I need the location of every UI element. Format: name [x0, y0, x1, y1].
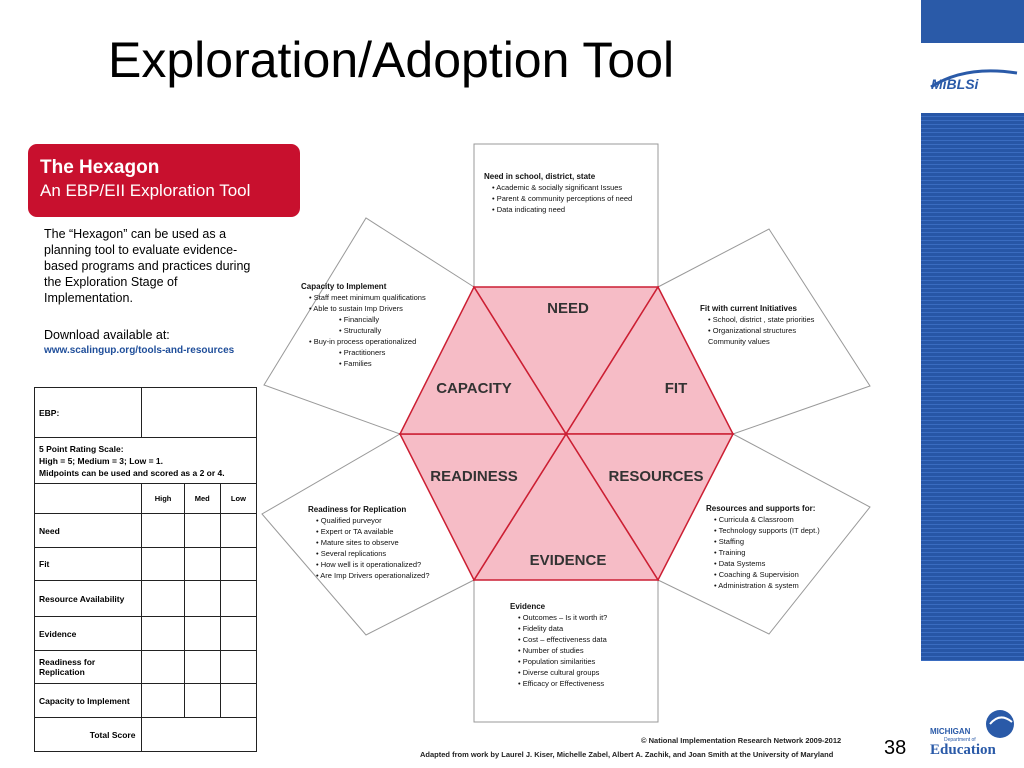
list-item: • School, district , state priorities — [708, 315, 815, 324]
score-cell[interactable] — [184, 514, 220, 548]
score-cell[interactable] — [142, 514, 184, 548]
rating-table — [34, 387, 257, 752]
column-med: Med — [184, 484, 220, 514]
table-row — [35, 581, 257, 617]
logo-line-2: Department of — [944, 737, 976, 743]
footer-attribution: Adapted from work by Laurel J. Kiser, Michelle Zabel, Albert A. Zachik, and Joan Smith at the University of Maryland — [420, 750, 834, 759]
sidebar-band-top — [921, 0, 1024, 43]
logo-line-1: MICHIGAN — [930, 727, 971, 736]
list-item: • Curricula & Classroom — [714, 515, 794, 524]
panel-evidence-title: Evidence — [510, 602, 546, 611]
list-item: • Organizational structures — [708, 326, 797, 335]
row-label-resource-availability: Resource Availability — [35, 581, 142, 617]
row-label-fit: Fit — [35, 548, 142, 581]
panel-fit-text — [700, 303, 850, 347]
list-item: • Are Imp Drivers operationalized? — [316, 571, 430, 580]
panel-need-text — [484, 171, 654, 215]
list-item: • Training — [714, 548, 746, 557]
panel-resources-text — [706, 503, 856, 591]
list-item: • Efficacy or Effectiveness — [518, 679, 605, 688]
list-item: • Coaching & Supervision — [714, 570, 799, 579]
list-item: • Practitioners — [339, 348, 386, 357]
hex-label-capacity: CAPACITY — [436, 380, 512, 397]
row-label-need: Need — [35, 514, 142, 548]
hex-label-need: NEED — [547, 300, 589, 317]
slide-title: Exploration/Adoption Tool — [108, 32, 675, 88]
miblsi-logo — [921, 43, 1024, 113]
hexagon-card-subtitle: An EBP/EII Exploration Tool — [40, 181, 251, 200]
score-cell[interactable] — [142, 651, 184, 684]
score-cell[interactable] — [142, 548, 184, 581]
column-low: Low — [220, 484, 256, 514]
score-cell[interactable] — [142, 617, 184, 651]
panel-capacity-title: Capacity to Implement — [301, 282, 387, 291]
sidebar-band-bottom — [921, 113, 1024, 661]
list-item: • Number of studies — [518, 646, 584, 655]
list-item: • Technology supports (IT dept.) — [714, 526, 820, 535]
logo-line-3: Education — [930, 742, 996, 758]
list-item: • Expert or TA available — [316, 527, 394, 536]
list-item: • Structurally — [339, 326, 382, 335]
score-cell[interactable] — [184, 684, 220, 718]
ebp-label: EBP: — [35, 388, 142, 438]
ebp-value[interactable] — [142, 388, 257, 438]
scale-line-1: 5 Point Rating Scale: — [39, 443, 124, 454]
panel-readiness-text — [308, 504, 473, 581]
hexagon-description: The “Hexagon” can be used as a planning tool to evaluate evidence-based programs and practices during the Exploration Stage of Implementation. — [44, 227, 251, 305]
hexagon-card-title: The Hexagon — [40, 157, 160, 178]
list-item: • Cost – effectiveness data — [518, 635, 607, 644]
score-cell[interactable] — [184, 581, 220, 617]
score-cell[interactable] — [142, 684, 184, 718]
score-cell[interactable] — [220, 684, 256, 718]
table-row — [35, 684, 257, 718]
list-item: • Several replications — [316, 549, 387, 558]
score-cell[interactable] — [220, 617, 256, 651]
hex-label-resources: RESOURCES — [608, 468, 704, 485]
total-score-label: Total Score — [35, 718, 142, 752]
list-item: • Parent & community perceptions of need — [492, 194, 633, 203]
panel-capacity-text — [301, 281, 471, 369]
download-label: Download available at: — [44, 328, 170, 342]
score-cell[interactable] — [220, 548, 256, 581]
list-item: Community values — [708, 337, 770, 346]
download-link[interactable]: www.scalingup.org/tools-and-resources — [44, 345, 235, 356]
footer-copyright: © National Implementation Research Network 2009-2012 — [641, 736, 842, 745]
list-item: • Qualified purveyor — [316, 516, 382, 525]
list-item: • Mature sites to observe — [316, 538, 399, 547]
column-high: High — [142, 484, 184, 514]
list-item: • Staff meet minimum qualifications — [309, 293, 426, 302]
list-item: • Staffing — [714, 537, 745, 546]
row-label-readiness: Readiness for Replication — [35, 651, 142, 684]
list-item: • Buy-in process operationalized — [309, 337, 417, 346]
table-row — [35, 514, 257, 548]
scale-line-3: Midpoints can be used and scored as a 2 or 4. — [39, 467, 225, 478]
michigan-education-logo — [928, 708, 1018, 760]
score-cell[interactable] — [184, 651, 220, 684]
panel-need-title: Need in school, district, state — [484, 172, 596, 181]
panel-fit-title: Fit with current Initiatives — [700, 304, 797, 313]
list-item: • Population similarities — [518, 657, 596, 666]
panel-evidence-text — [510, 601, 660, 689]
hex-label-fit: FIT — [664, 380, 688, 397]
list-item: • Data indicating need — [492, 205, 566, 214]
score-cell[interactable] — [142, 581, 184, 617]
list-item: • Fidelity data — [518, 624, 564, 633]
list-item: • Financially — [339, 315, 380, 324]
table-row — [35, 651, 257, 684]
list-item: • How well is it operationalized? — [316, 560, 422, 569]
scale-line-2: High = 5; Medium = 3; Low = 1. — [39, 455, 163, 466]
list-item: • Families — [339, 359, 372, 368]
total-score-value[interactable] — [142, 718, 257, 752]
list-item: • Outcomes – Is it worth it? — [518, 613, 608, 622]
row-label-capacity: Capacity to Implement — [35, 684, 142, 718]
hex-label-readiness: READINESS — [430, 468, 518, 485]
score-cell[interactable] — [184, 617, 220, 651]
list-item: • Academic & socially significant Issues — [492, 183, 623, 192]
list-item: • Diverse cultural groups — [518, 668, 600, 677]
panel-resources-title: Resources and supports for: — [706, 504, 816, 513]
score-cell[interactable] — [220, 514, 256, 548]
table-header-blank — [35, 484, 142, 514]
page-number: 38 — [884, 737, 907, 759]
list-item: • Administration & system — [714, 581, 799, 590]
panel-need — [474, 144, 658, 287]
score-cell[interactable] — [220, 581, 256, 617]
miblsi-logo-text: MiBLSi — [931, 76, 979, 92]
panel-readiness-title: Readiness for Replication — [308, 505, 407, 514]
table-row — [35, 617, 257, 651]
row-label-evidence: Evidence — [35, 617, 142, 651]
list-item: • Data Systems — [714, 559, 766, 568]
table-row — [35, 718, 257, 752]
sidebar — [921, 0, 1024, 768]
hex-label-evidence: EVIDENCE — [529, 552, 607, 569]
score-cell[interactable] — [220, 651, 256, 684]
score-cell[interactable] — [184, 548, 220, 581]
list-item: • Able to sustain Imp Drivers — [309, 304, 403, 313]
table-row — [35, 548, 257, 581]
